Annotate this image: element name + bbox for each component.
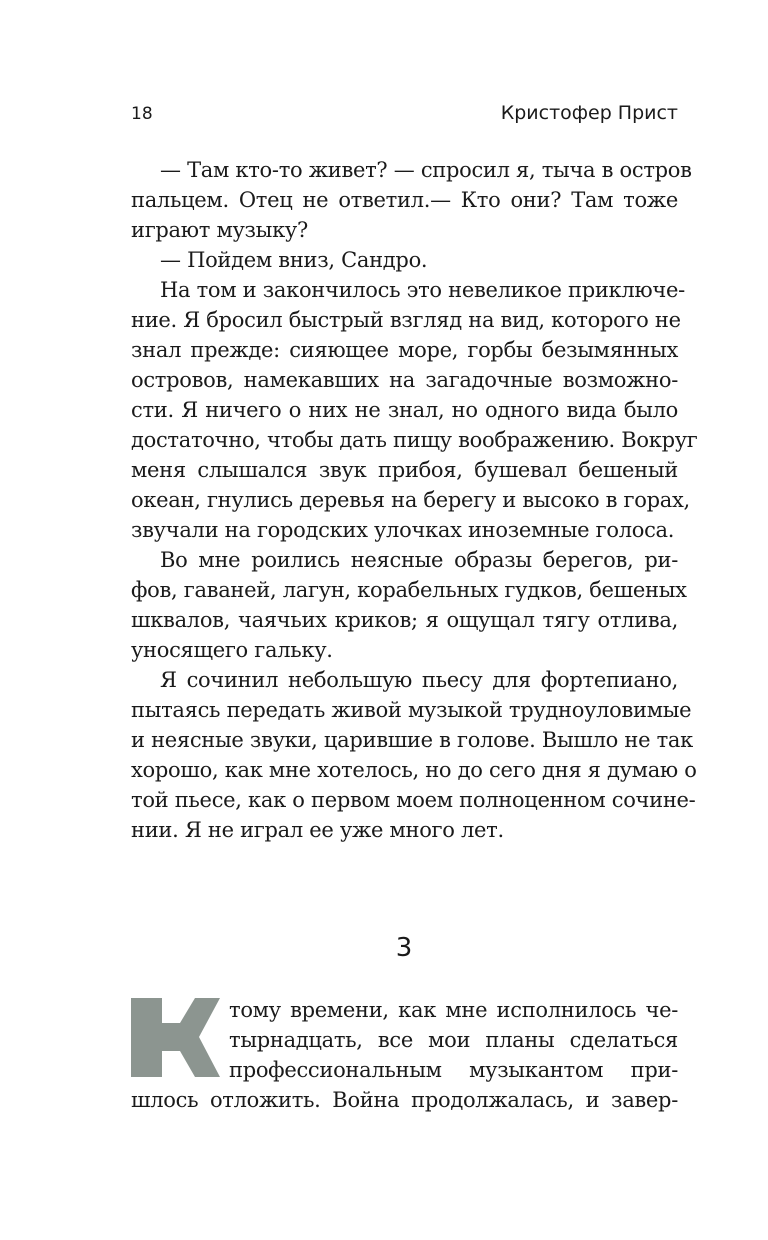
text-line: шлось отложить. Война продолжалась, и завер-: [131, 1088, 678, 1112]
text-line: пытаясь передать живой музыкой трудноуловимые: [131, 698, 692, 722]
text-line: играют музыку?: [131, 218, 308, 242]
text-line: островов, намекавших на загадочные возможно-: [131, 368, 678, 392]
text-line: фов, гаваней, лагун, корабельных гудков, бешеных: [131, 578, 687, 602]
text-line: меня слышался звук прибоя, бушевал бешеный: [131, 458, 678, 482]
text-line: шквалов, чаячьих криков; я ощущал тягу отлива,: [131, 608, 678, 632]
text-line: той пьесе, как о первом моем полноценном сочине-: [131, 788, 696, 812]
running-title: Кристофер Прист: [500, 102, 678, 124]
text-line: и неясные звуки, царившие в голове. Вышло не так: [131, 728, 693, 752]
text-line: На том и закончилось это невеликое приключе-: [160, 278, 685, 302]
text-line: Во мне роились неясные образы берегов, ри-: [160, 548, 678, 572]
text-line: уносящего гальку.: [131, 638, 333, 662]
drop-cap-glyph: [131, 998, 220, 1077]
text-line: тому времени, как мне исполнилось че-: [229, 998, 678, 1022]
text-line: — Там кто-то живет? — спросил я, тыча в остров: [160, 158, 692, 182]
text-line: сти. Я ничего о них не знал, но одного вида было: [131, 398, 678, 422]
text-line: пальцем. Отец не ответил.— Кто они? Там тоже: [131, 188, 678, 212]
text-line: хорошо, как мне хотелось, но до сего дня я думаю о: [131, 758, 697, 782]
text-line: океан, гнулись деревья на берегу и высоко в горах,: [131, 488, 690, 512]
page-number: 18: [131, 104, 153, 124]
text-line: Я сочинил небольшую пьесу для фортепиано,: [160, 668, 678, 692]
text-line: — Пойдем вниз, Сандро.: [160, 248, 428, 272]
text-line: знал прежде: сияющее море, горбы безымянных: [131, 338, 678, 362]
chapter-number: 3: [395, 933, 413, 963]
text-line: ние. Я бросил быстрый взгляд на вид, которого не: [131, 308, 681, 332]
text-line: профессиональным музыкантом при-: [229, 1058, 678, 1082]
drop-cap-letter: [131, 998, 220, 1077]
text-line: нии. Я не играл ее уже много лет.: [131, 818, 504, 842]
text-line: тырнадцать, все мои планы сделаться: [229, 1028, 678, 1052]
text-line: звучали на городских улочках иноземные голоса.: [131, 518, 675, 542]
text-line: достаточно, чтобы дать пищу воображению. Вокруг: [131, 428, 698, 452]
